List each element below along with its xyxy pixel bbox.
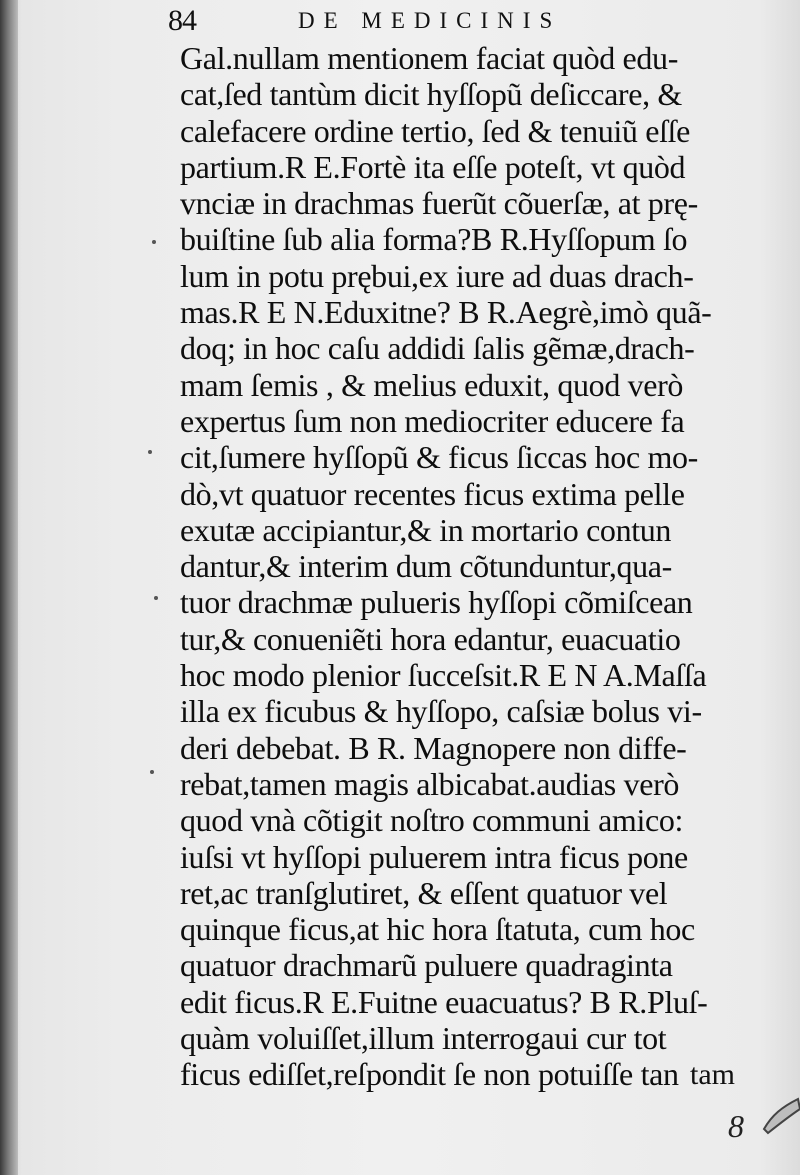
text-line: quod vnà cõtigit noſtro communi amico: (180, 802, 684, 839)
margin-dot (150, 770, 154, 774)
text-line: partium.R E.Fortè ita eſſe poteſt, vt quòd (180, 148, 686, 185)
body-text (180, 40, 762, 1093)
text-line: dò,vt quatuor recentes ficus extima pelle (180, 475, 685, 512)
margin-dot (154, 596, 158, 600)
text-line: doq; in hoc caſu addidi ſalis gẽmæ,drach- (180, 330, 695, 367)
text-line: quatuor drachmarũ puluere quadraginta (180, 947, 673, 984)
text-line: rebat,tamen magis albicabat.audias verò (180, 765, 680, 802)
text-line: calefacere ordine tertio, ſed & tenuiũ eſſe (180, 112, 691, 149)
running-head: DE MEDICINIS (298, 8, 562, 33)
signature-mark: 8 (728, 1108, 744, 1144)
text-line: dantur,& interim dum cõtunduntur,qua- (180, 548, 672, 585)
text-line: expertus ſum non mediocriter educere fa (180, 402, 685, 439)
text-line: vnciæ in drachmas fuerũt cõuerſæ, at prę- (180, 185, 698, 222)
margin-marks (140, 80, 170, 880)
text-line: mam ſemis , & melius eduxit, quod verò (180, 366, 684, 403)
text-line: deri debebat. B R. Magnopere non diffe- (180, 729, 687, 766)
text-line: buiſtine ſub alia forma?B R.Hyſſopum ſo (180, 221, 688, 258)
text-line: iuſsi vt hyſſopi puluerem intra ficus pone (180, 838, 688, 875)
text-line: tuor drachmæ pulueris hyſſopi cõmiſcean (180, 584, 693, 621)
page-number: 84 (168, 4, 196, 37)
margin-dot (148, 450, 152, 454)
text-line: ficus ediſſet,reſpondit ſe non potuiſſe tan (180, 1056, 679, 1093)
text-line: edit ficus.R E.Fuitne euacuatus? B R.Pluſ- (180, 983, 708, 1020)
text-line: lum in potu prębui,ex iure ad duas drach- (180, 257, 694, 294)
margin-dot (152, 240, 156, 244)
page-header (168, 4, 638, 38)
text-line: quàm voluiſſet,illum interrogaui cur tot (180, 1020, 667, 1057)
text-line: illa ex ficubus & hyſſopo, caſsiæ bolus vi- (180, 693, 702, 730)
text-line: exutæ accipiantur,& in mortario contun (180, 511, 672, 548)
text-line: quinque ficus,at hic hora ſtatuta, cum hoc (180, 911, 695, 948)
binding-gutter (0, 0, 18, 1175)
text-line: mas.R E N.Eduxitne? B R.Aegrè,imò quã- (180, 294, 712, 331)
text-line: ret,ac tranſglutiret, & eſſent quatuor vel (180, 874, 668, 911)
text-line: cit,ſumere hyſſopũ & ficus ſiccas hoc mo- (180, 439, 698, 476)
text-line: hoc modo plenior ſucceſsit.R E N A.Maſſa (180, 657, 707, 694)
text-line: tur,& conueniẽti hora edantur, euacuatio (180, 620, 681, 657)
text-line: cat,ſed tantùm dicit hyſſopũ deſiccare, & (180, 76, 682, 113)
catchword: tam (690, 1058, 735, 1091)
ink-smudge (760, 1095, 800, 1135)
text-line: Gal.nullam mentionem faciat quòd edu- (180, 40, 679, 76)
